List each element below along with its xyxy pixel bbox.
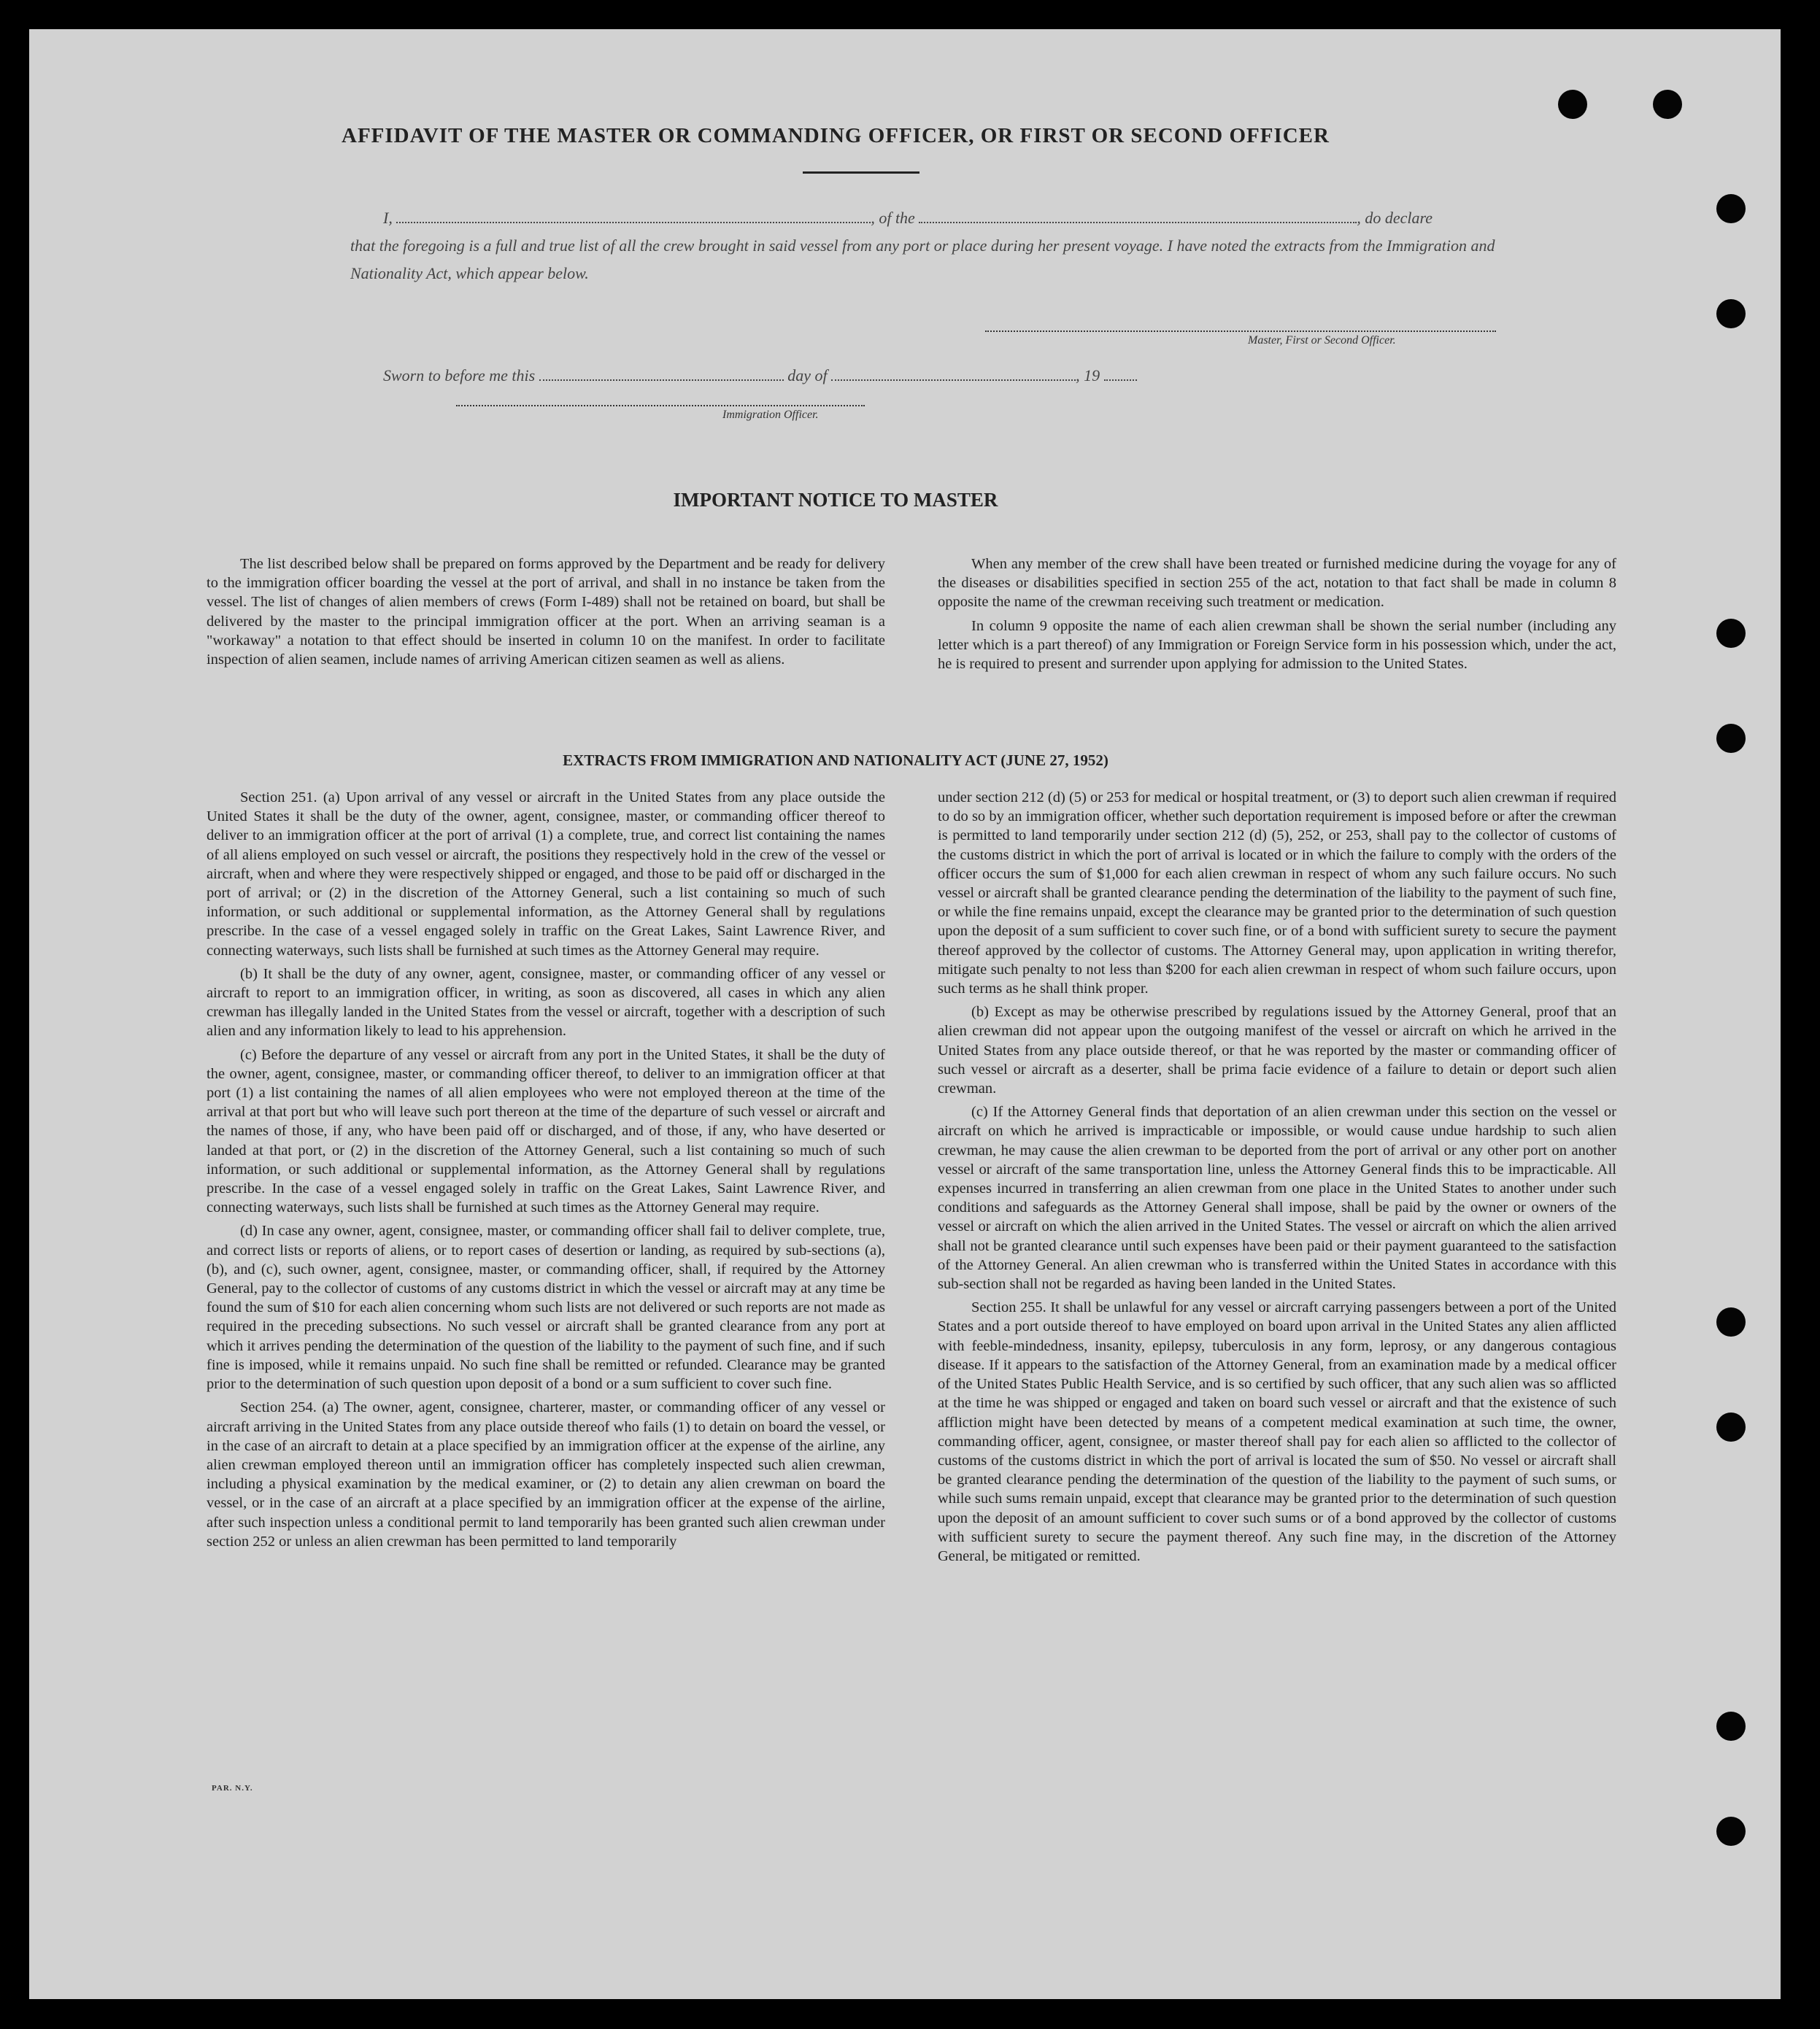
punch-hole xyxy=(1716,194,1746,223)
section-paragraph: Section 254. (a) The owner, agent, consignee, charterer, master, or commanding officer of any vessel or aircraft arriving in the United States from any place outside thereof who fails (1) to detain on board the vessel, or in the case of an aircraft to detain at a place specified by an immigration officer at the expense of the airline, any alien crewman employed thereon until an immigration officer has completely inspected such alien crewman, including a physical examination by the medical examiner, or (2) to detain any alien crewman on board the vessel, or in the case of an aircraft at a place specified by an immigration officer at the expense of the airline, after such inspection unless a conditional permit to land temporarily has been granted such alien crewman under section 252 or unless an alien crewman has been permitted to land temporarily xyxy=(207,1399,885,1550)
declaration-body: that the foregoing is a full and true list of all the crew brought in said vessel from any port or place during her present voyage. I have noted the extracts from the Immigration and Nationality Act, which appear below. xyxy=(350,236,1495,282)
name-field[interactable] xyxy=(396,221,871,223)
notice-title: IMPORTANT NOTICE TO MASTER xyxy=(673,489,998,511)
punch-hole xyxy=(1716,1712,1746,1741)
declaration-of-the: , of the xyxy=(871,209,915,227)
printer-mark: PAR. N.Y. xyxy=(212,1784,253,1793)
punch-hole xyxy=(1653,90,1682,119)
vessel-field[interactable] xyxy=(919,221,1357,223)
section-paragraph: (c) If the Attorney General finds that deportation of an alien crewman under this section on the vessel or aircraft on which he arrived is impracticable or impossible, or would cause undue hardship to such alien crewman, he may cause the alien crewman to be deported from the port of arrival or any other port on another vessel or aircraft of the same transportation line, unless the Attorney General finds this to be impracticable. All expenses incurred in transferring an alien crewman from one place in the United States to another under such conditions and safeguards as the Attorney General shall impose, shall be paid by the owner or owners of the vessel or aircraft on which the alien arrived in the United States. The vessel or aircraft on which the alien arrived shall not be granted clearance until such expenses have been paid or their payment guaranteed to the satisfaction of the Attorney General. An alien crewman who is transferred within the United States in accordance with this sub-section shall not be regarded as having been landed in the United States. xyxy=(938,1104,1616,1293)
extracts-right-column xyxy=(938,788,1616,1570)
punch-hole xyxy=(1716,1307,1746,1337)
punch-hole xyxy=(1716,619,1746,648)
section-paragraph: (b) Except as may be otherwise prescribed by regulations issued by the Attorney General, proof that an alien crewman did not appear upon the outgoing manifest of the vessel or aircraft on which he arrived in the United States from any place outside thereof, or that he was reported by the master or commanding officer of such vessel or aircraft as a deserter, shall be prima facie evidence of a failure to detain or deport such alien crewman. xyxy=(938,1004,1616,1097)
sworn-day-field[interactable] xyxy=(539,379,784,381)
notice-paragraph: The list described below shall be prepared on forms approved by the Department and be ready for delivery to the immigration officer boarding the vessel at the port of arrival, and shall in no instance be taken from the vessel. The list of changes of alien members of crews (Form I-489) shall not be retained on board, but shall be delivered by the master to the principal immigration officer at the port. When an arriving seaman is a "workaway" a notation to that effect should be inserted in column 10 on the manifest. In order to facilitate inspection of alien seamen, include names of arriving American citizen seamen as well as aliens. xyxy=(207,556,885,668)
punch-hole xyxy=(1716,1412,1746,1442)
extracts-title: EXTRACTS FROM IMMIGRATION AND NATIONALITY ACT (JUNE 27, 1952) xyxy=(563,751,1108,769)
notice-right-column xyxy=(938,554,1616,678)
officer-signature-line[interactable] xyxy=(456,405,865,406)
affidavit-title: AFFIDAVIT OF THE MASTER OR COMMANDING OFFICER, OR FIRST OR SECOND OFFICER xyxy=(342,124,1330,147)
notice-paragraph: When any member of the crew shall have been treated or furnished medicine during the voyage for any of the diseases or disabilities specified in section 255 of the act, notation to that fact shall be made in column 8 opposite the name of the crewman receiving such treatment or medication. xyxy=(938,556,1616,611)
section-paragraph: Section 251. (a) Upon arrival of any vessel or aircraft in the United States from any place outside the United States it shall be the duty of the owner, agent, consignee, master, or commanding officer thereof to deliver to an immigration officer at the port of arrival (1) a complete, true, and correct list containing the names of all aliens employed on such vessel or aircraft, the positions they respectively hold in the crew of the vessel or aircraft, when and where they were respectively shipped or engaged, and those to be paid off or discharged in the port of arrival; or (2) in the discretion of the Attorney General, such a list containing so much of such information, or such additional or supplemental information, as the Attorney General shall by regulations prescribe. In the case of a vessel engaged solely in traffic on the Great Lakes, Saint Lawrence River, and connecting waterways, such lists shall be furnished at such times as the Attorney General may require. xyxy=(207,789,885,959)
declaration-do-declare: , do declare xyxy=(1357,209,1433,227)
extracts-left-column xyxy=(207,788,885,1555)
sworn-day-of: day of xyxy=(787,366,828,384)
master-signature-line[interactable] xyxy=(985,331,1496,332)
sworn-year-field[interactable] xyxy=(1104,379,1137,381)
section-paragraph: (d) In case any owner, agent, consignee, master, or commanding officer shall fail to deliver complete, true, and correct lists or reports of aliens, or to report cases of desertion or landing, as required by sub-sections (a), (b), and (c), such owner, agent, consignee, master, or commanding officer, shall, if required by the Attorney General, pay to the collector of customs of any customs district in which the vessel or aircraft may at any time be found the sum of $10 for each alien concerning whom such lists are not delivered or such reports are not made as required in the preceding subsections. No such vessel or aircraft shall be granted clearance from any port at which it arrives pending the determination of the question of the liability to the payment of such fine, and if such fine is imposed, while it remains unpaid. No such fine shall be remitted or refunded. Clearance may be granted prior to the determination of such question upon deposit of a bond or a sum sufficient to cover such fine. xyxy=(207,1223,885,1393)
punch-hole xyxy=(1558,90,1587,119)
sworn-text: Sworn to before me this xyxy=(383,366,536,384)
section-paragraph: (c) Before the departure of any vessel or aircraft from any port in the United States, it shall be the duty of the owner, agent, consignee, master, or commanding officer thereof, to deliver to an immigration officer at that port (1) a list containing the names of all alien employees who were not employed thereon at the time of the arrival at that port but who will leave such port thereon at the time of the departure of such vessel or aircraft and the names of those, if any, who have been paid off or discharged, and of those, if any, who have deserted or landed at that port, or (2) in the discretion of the Attorney General, such a list containing so much of such information, or such additional or supplemental information, as the Attorney General shall by regulations prescribe. In the case of a vessel engaged solely in traffic on the Great Lakes, Saint Lawrence River, and connecting waterways, such lists shall be furnished at such times as the Attorney General may require. xyxy=(207,1046,885,1216)
section-paragraph: (b) It shall be the duty of any owner, agent, consignee, master, or commanding officer of any vessel or aircraft to report to an immigration officer, in writing, as soon as discovered, all cases in which any alien crewman has illegally landed in the United States from the vessel or aircraft, together with a description of such alien and any information likely to lead to his apprehension. xyxy=(207,965,885,1040)
declaration-i: I, xyxy=(383,209,393,227)
master-signature-caption: Master, First or Second Officer. xyxy=(1248,334,1396,347)
sworn-month-field[interactable] xyxy=(831,379,1076,381)
sworn-year: , 19 xyxy=(1076,366,1100,384)
document-page xyxy=(29,29,1781,1999)
section-paragraph: Section 255. It shall be unlawful for any vessel or aircraft carrying passengers between a port of the United States and a port outside thereof to have employed on board upon arrival in the United States any alien afflicted with feeble-mindedness, insanity, epilepsy, tuberculosis in any form, leprosy, or any dangerous contagious disease. If it appears to the satisfaction of the Attorney General, from an examination made by a medical officer of the United States Public Health Service, and is so certified by such officer, that any such alien was so afflicted at the time he was shipped or engaged and taken on board such vessel or aircraft and that the existence of such affliction might have been detected by means of a competent medical examination at such time, the owner, commanding officer, agent, consignee, or master thereof shall pay for each alien so afflicted to the collector of customs of the customs district in which the port of arrival is located the sum of $50. No vessel or aircraft shall be granted clearance pending the determination of the question of the liability to the payment of such sums, or while such sums remain unpaid, except that clearance may be granted prior to the determination of such question upon the deposit of an amount sufficient to cover such sums or of a bond approved by the collector of customs with sufficient surety to secure the payment thereof. Any such fine may, in the discretion of the Attorney General, be mitigated or remitted. xyxy=(938,1299,1616,1564)
declaration-line xyxy=(383,204,1496,232)
punch-hole xyxy=(1716,724,1746,753)
title-rule xyxy=(803,171,919,174)
sworn-line xyxy=(383,362,1259,390)
punch-hole xyxy=(1716,1817,1746,1846)
notice-paragraph: In column 9 opposite the name of each alien crewman shall be shown the serial number (including any letter which is a part thereof) of any Immigration or Foreign Service form in his possession which, under the act, he is required to present and surrender upon applying for admission to the United States. xyxy=(938,617,1616,673)
officer-signature-caption: Immigration Officer. xyxy=(722,409,819,421)
punch-hole xyxy=(1716,299,1746,328)
section-paragraph: under section 212 (d) (5) or 253 for medical or hospital treatment, or (3) to deport such alien crewman if required to do so by an immigration officer, whether such deportation requirement is imposed before or after the crewman is permitted to land temporarily under section 212 (d) (5), 252, or 253, shall pay to the collector of customs of the customs district in which the port of arrival is located or in which the failure to comply with the orders of the officer occurs the sum of $1,000 for each alien crewman in respect of whom any such failure occurs. No such vessel or aircraft shall be granted clearance pending the determination of the liability to the payment of such fine, or while the fine remains unpaid, except the clearance may be granted prior to the determination of such question upon the deposit of a sum sufficient to cover such fine, or of a bond with sufficient surety to secure the payment thereof approved by the collector of customs. The Attorney General may, upon application in writing therefor, mitigate such penalty to not less than $200 for each alien crewman in respect of whom such failure occurs, upon such terms as he shall think proper. xyxy=(938,789,1616,997)
notice-left-column xyxy=(207,554,885,673)
